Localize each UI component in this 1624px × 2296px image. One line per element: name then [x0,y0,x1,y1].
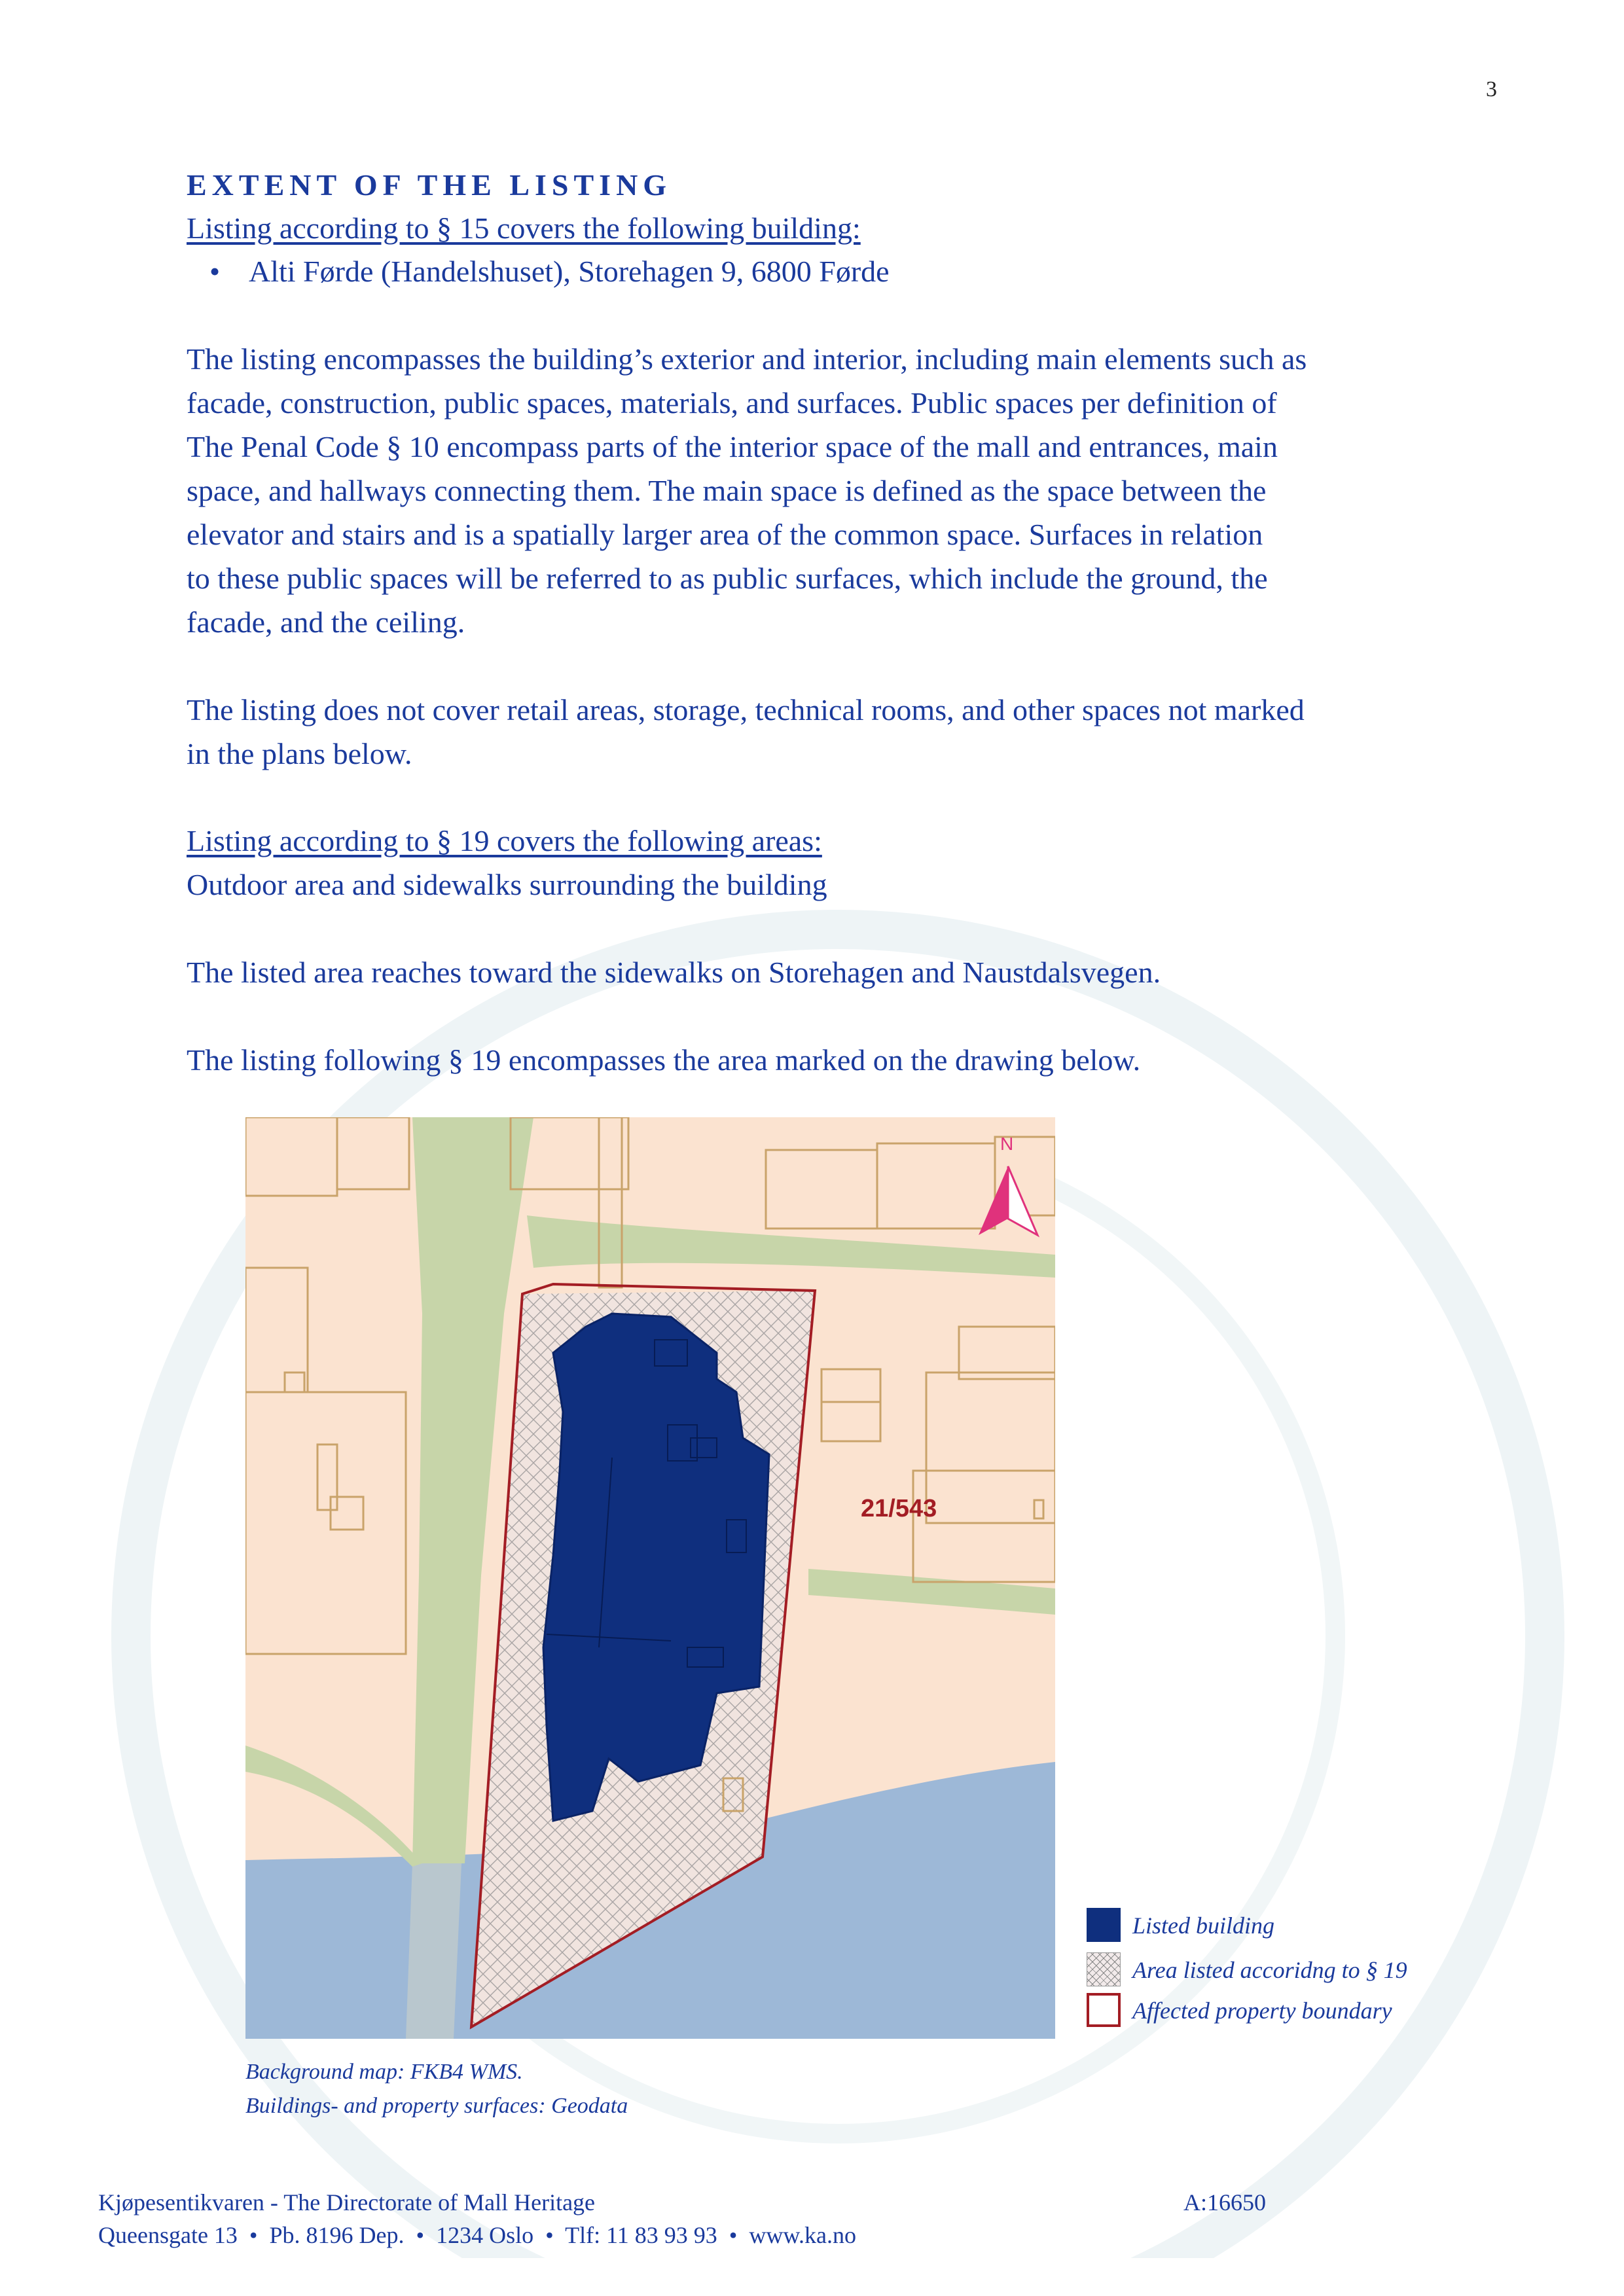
legend-swatch-building [1087,1908,1121,1942]
paragraph-extent [187,337,1489,644]
paragraph-line: to these public spaces will be referred to as public surfaces, which include the ground, the [187,562,1268,595]
building-list [187,250,1489,293]
footer [98,2186,856,2251]
legend-label: Affected property boundary [1132,1998,1392,2024]
north-label: N [1000,1134,1014,1154]
caption-line: Background map: FKB4 WMS. [245,2060,523,2084]
legend-swatch-area [1087,1952,1121,1986]
main-content [187,164,1489,1082]
map-bridge [406,1863,461,2039]
paragraph-line: facade, construction, public spaces, materials, and surfaces. Public spaces per definition of [187,386,1277,420]
paragraph-line: space, and hallways connecting them. The main space is defined as the space between the [187,474,1267,507]
paragraph-line: facade, and the ceiling. [187,605,465,639]
paragraph-line: in the plans below. [187,737,412,770]
paragraph-drawing-reference: The listing following § 19 encompasses the area marked on the drawing below. [187,1043,1141,1077]
paragraph-line: The Penal Code § 10 encompass parts of the interior space of the mall and entrances, main [187,430,1278,463]
site-map [245,1117,1055,2039]
list-item: • Alti Førde (Handelshuset), Storehagen 9, 6800 Førde [249,250,1489,293]
legend-swatch-boundary [1087,1993,1121,2027]
paragraph-line: The listing does not cover retail areas, storage, technical rooms, and other spaces not marked [187,693,1305,726]
section-heading: EXTENT OF THE LISTING [187,168,672,202]
legend-label: Area listed accoridng to § 19 [1132,1957,1407,1983]
legend-label: Listed building [1132,1912,1275,1939]
paragraph-exclusions [187,688,1489,776]
caption-line: Buildings- and property surfaces: Geodata [245,2094,628,2118]
paragraph-line: The listing encompasses the building’s exterior and interior, including main elements such as [187,342,1307,376]
footer-address: Queensgate 13 • Pb. 8196 Dep. • 1234 Oslo • Tlf: 11 83 93 93 • www.ka.no [98,2222,856,2248]
property-label: 21/543 [861,1495,937,1522]
footer-org: Kjøpesentikvaren - The Directorate of Mall Heritage [98,2189,596,2215]
footer-reference: A:16650 [1183,2189,1266,2215]
paragraph-line: elevator and stairs and is a spatially larger area of the common space. Surfaces in relation [187,518,1263,551]
map-caption [245,2055,628,2123]
paragraph-sidewalks: The listed area reaches toward the sidewalks on Storehagen and Naustdalsvegen. [187,956,1161,989]
subheading-section-15: Listing according to § 15 covers the following building: [187,211,861,245]
paragraph-outdoor-area: Outdoor area and sidewalks surrounding the building [187,868,827,901]
page-number: 3 [1486,77,1497,101]
subheading-section-19: Listing according to § 19 covers the following areas: [187,824,822,857]
